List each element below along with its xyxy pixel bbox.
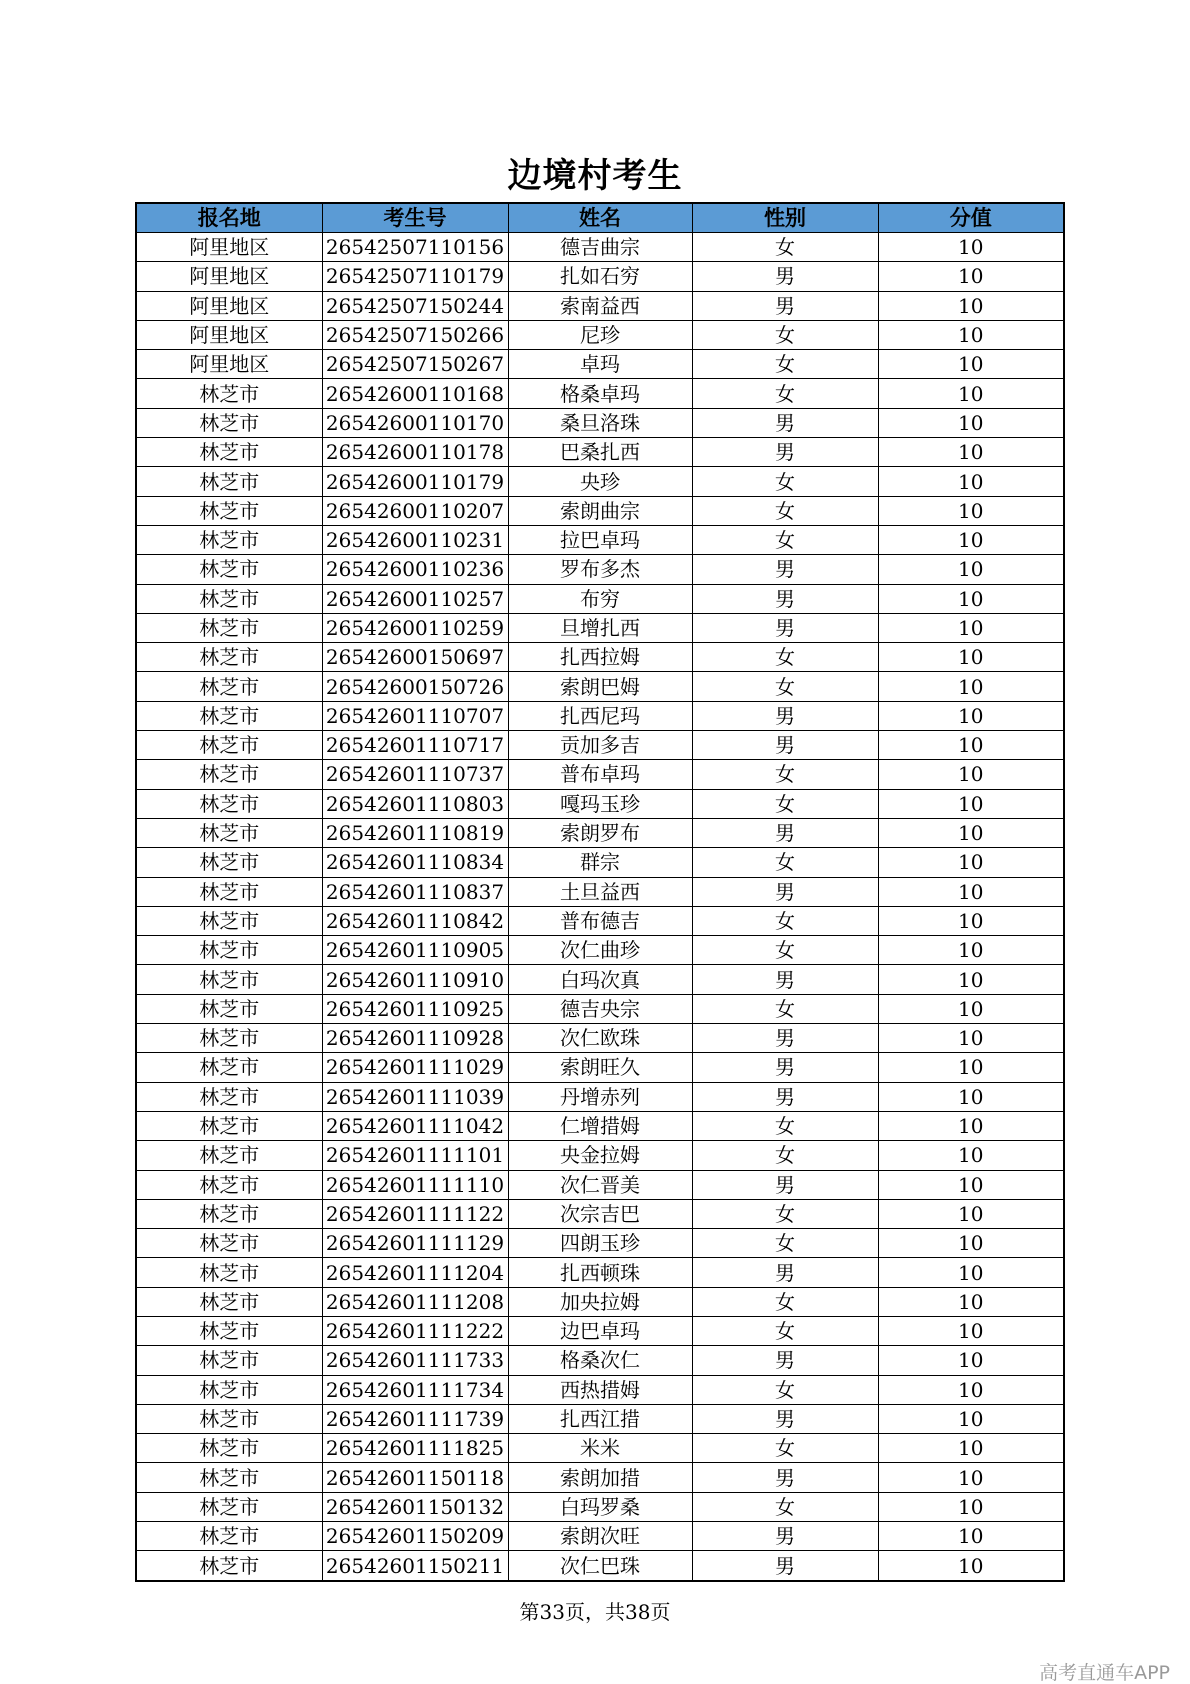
cell-region: 林芝市	[136, 994, 322, 1023]
cell-exam-number: 26542601111222	[322, 1316, 508, 1345]
cell-score: 10	[878, 1199, 1064, 1228]
cell-region: 林芝市	[136, 1316, 322, 1345]
cell-name: 次仁曲珍	[508, 936, 692, 965]
cell-name: 白玛罗桑	[508, 1492, 692, 1521]
cell-gender: 女	[692, 1375, 878, 1404]
cell-region: 林芝市	[136, 1141, 322, 1170]
cell-score: 10	[878, 467, 1064, 496]
table-row	[136, 994, 1064, 1023]
cell-region: 林芝市	[136, 1170, 322, 1199]
cell-score: 10	[878, 262, 1064, 291]
cell-name: 次仁欧珠	[508, 1024, 692, 1053]
table-row	[136, 1170, 1064, 1199]
cell-score: 10	[878, 613, 1064, 642]
cell-exam-number: 26542601150209	[322, 1522, 508, 1551]
table-row	[136, 408, 1064, 437]
cell-score: 10	[878, 877, 1064, 906]
cell-region: 林芝市	[136, 760, 322, 789]
cell-name: 丹增赤列	[508, 1082, 692, 1111]
cell-name: 索南益西	[508, 291, 692, 320]
cell-name: 央金拉姆	[508, 1141, 692, 1170]
cell-exam-number: 26542507110156	[322, 233, 508, 262]
cell-name: 德吉央宗	[508, 994, 692, 1023]
cell-gender: 男	[692, 262, 878, 291]
cell-gender: 女	[692, 1199, 878, 1228]
cell-region: 林芝市	[136, 906, 322, 935]
table-row	[136, 438, 1064, 467]
cell-name: 土旦益西	[508, 877, 692, 906]
cell-name: 米米	[508, 1434, 692, 1463]
cell-gender: 女	[692, 350, 878, 379]
column-header-exam-number: 考生号	[322, 203, 508, 233]
cell-gender: 男	[692, 613, 878, 642]
cell-score: 10	[878, 1024, 1064, 1053]
cell-gender: 女	[692, 1287, 878, 1316]
cell-region: 林芝市	[136, 555, 322, 584]
table-row	[136, 262, 1064, 291]
table-row	[136, 1199, 1064, 1228]
cell-region: 林芝市	[136, 1082, 322, 1111]
cell-exam-number: 26542601111042	[322, 1111, 508, 1140]
table-row	[136, 1082, 1064, 1111]
cell-region: 林芝市	[136, 1346, 322, 1375]
cell-exam-number: 26542507150267	[322, 350, 508, 379]
cell-exam-number: 26542507150266	[322, 320, 508, 349]
cell-exam-number: 26542600110179	[322, 467, 508, 496]
cell-name: 索朗加措	[508, 1463, 692, 1492]
cell-gender: 男	[692, 291, 878, 320]
cell-gender: 女	[692, 320, 878, 349]
cell-region: 林芝市	[136, 1375, 322, 1404]
table-row	[136, 1053, 1064, 1082]
cell-name: 罗布多杰	[508, 555, 692, 584]
cell-score: 10	[878, 643, 1064, 672]
cell-region: 林芝市	[136, 1522, 322, 1551]
cell-exam-number: 26542600110170	[322, 408, 508, 437]
cell-score: 10	[878, 936, 1064, 965]
cell-region: 林芝市	[136, 1404, 322, 1433]
cell-name: 索朗罗布	[508, 818, 692, 847]
cell-name: 布穷	[508, 584, 692, 613]
cell-exam-number: 26542601110910	[322, 965, 508, 994]
cell-exam-number: 26542600110257	[322, 584, 508, 613]
table-row	[136, 1522, 1064, 1551]
table-row	[136, 1316, 1064, 1345]
cell-region: 林芝市	[136, 613, 322, 642]
cell-exam-number: 26542601110834	[322, 848, 508, 877]
cell-exam-number: 26542601111734	[322, 1375, 508, 1404]
cell-name: 次仁巴珠	[508, 1551, 692, 1581]
cell-gender: 女	[692, 467, 878, 496]
cell-score: 10	[878, 291, 1064, 320]
cell-exam-number: 26542601111208	[322, 1287, 508, 1316]
cell-name: 加央拉姆	[508, 1287, 692, 1316]
cell-gender: 女	[692, 1492, 878, 1521]
cell-name: 扎西江措	[508, 1404, 692, 1433]
cell-score: 10	[878, 1346, 1064, 1375]
cell-gender: 男	[692, 1522, 878, 1551]
cell-gender: 男	[692, 965, 878, 994]
cell-exam-number: 26542600150726	[322, 672, 508, 701]
cell-region: 林芝市	[136, 379, 322, 408]
cell-region: 林芝市	[136, 1551, 322, 1581]
cell-score: 10	[878, 1522, 1064, 1551]
cell-score: 10	[878, 1111, 1064, 1140]
table-row	[136, 906, 1064, 935]
cell-score: 10	[878, 1170, 1064, 1199]
cell-name: 德吉曲宗	[508, 233, 692, 262]
cell-exam-number: 26542601110737	[322, 760, 508, 789]
cell-gender: 男	[692, 1170, 878, 1199]
cell-region: 林芝市	[136, 1463, 322, 1492]
column-header-region: 报名地	[136, 203, 322, 233]
cell-region: 林芝市	[136, 496, 322, 525]
cell-exam-number: 26542600110259	[322, 613, 508, 642]
cell-exam-number: 26542601110842	[322, 906, 508, 935]
cell-gender: 女	[692, 1434, 878, 1463]
cell-exam-number: 26542507150244	[322, 291, 508, 320]
cell-gender: 女	[692, 1316, 878, 1345]
cell-gender: 女	[692, 760, 878, 789]
cell-region: 林芝市	[136, 1229, 322, 1258]
column-header-score: 分值	[878, 203, 1064, 233]
cell-gender: 男	[692, 1463, 878, 1492]
cell-score: 10	[878, 1316, 1064, 1345]
cell-region: 林芝市	[136, 731, 322, 760]
cell-name: 格桑次仁	[508, 1346, 692, 1375]
cell-score: 10	[878, 1053, 1064, 1082]
cell-gender: 男	[692, 408, 878, 437]
cell-name: 央珍	[508, 467, 692, 496]
cell-region: 阿里地区	[136, 262, 322, 291]
cell-exam-number: 26542601110819	[322, 818, 508, 847]
cell-exam-number: 26542601111733	[322, 1346, 508, 1375]
table-row	[136, 672, 1064, 701]
cell-region: 林芝市	[136, 584, 322, 613]
cell-score: 10	[878, 1141, 1064, 1170]
cell-region: 林芝市	[136, 1492, 322, 1521]
cell-gender: 男	[692, 584, 878, 613]
cell-region: 林芝市	[136, 877, 322, 906]
cell-gender: 女	[692, 379, 878, 408]
cell-exam-number: 26542601150118	[322, 1463, 508, 1492]
cell-name: 索朗次旺	[508, 1522, 692, 1551]
cell-region: 林芝市	[136, 438, 322, 467]
table-row	[136, 467, 1064, 496]
cell-gender: 女	[692, 643, 878, 672]
cell-score: 10	[878, 379, 1064, 408]
cell-exam-number: 26542601111739	[322, 1404, 508, 1433]
cell-exam-number: 26542601110837	[322, 877, 508, 906]
cell-score: 10	[878, 1229, 1064, 1258]
cell-region: 林芝市	[136, 672, 322, 701]
cell-score: 10	[878, 350, 1064, 379]
cell-gender: 男	[692, 731, 878, 760]
cell-region: 林芝市	[136, 1053, 322, 1082]
table-row	[136, 643, 1064, 672]
cell-gender: 女	[692, 906, 878, 935]
cell-score: 10	[878, 789, 1064, 818]
watermark: 高考直通车APP	[1039, 1662, 1170, 1684]
cell-score: 10	[878, 438, 1064, 467]
cell-gender: 男	[692, 877, 878, 906]
cell-name: 贡加多吉	[508, 731, 692, 760]
cell-name: 群宗	[508, 848, 692, 877]
candidate-table	[135, 202, 1065, 1582]
cell-gender: 男	[692, 1258, 878, 1287]
cell-region: 林芝市	[136, 1258, 322, 1287]
cell-gender: 男	[692, 1404, 878, 1433]
table-row	[136, 1434, 1064, 1463]
cell-score: 10	[878, 818, 1064, 847]
table-row	[136, 1375, 1064, 1404]
cell-exam-number: 26542601110707	[322, 701, 508, 730]
cell-region: 阿里地区	[136, 233, 322, 262]
table-row	[136, 789, 1064, 818]
table-row	[136, 877, 1064, 906]
cell-exam-number: 26542600110207	[322, 496, 508, 525]
cell-gender: 男	[692, 1551, 878, 1581]
cell-score: 10	[878, 233, 1064, 262]
cell-score: 10	[878, 701, 1064, 730]
page-title: 边境村考生	[507, 156, 683, 196]
table-row	[136, 291, 1064, 320]
cell-name: 四朗玉珍	[508, 1229, 692, 1258]
cell-region: 林芝市	[136, 936, 322, 965]
cell-score: 10	[878, 1463, 1064, 1492]
cell-gender: 女	[692, 525, 878, 554]
table-row	[136, 320, 1064, 349]
cell-gender: 女	[692, 994, 878, 1023]
column-header-name: 姓名	[508, 203, 692, 233]
cell-gender: 女	[692, 789, 878, 818]
cell-score: 10	[878, 906, 1064, 935]
cell-region: 林芝市	[136, 818, 322, 847]
table-row	[136, 701, 1064, 730]
table-row	[136, 965, 1064, 994]
cell-gender: 女	[692, 1111, 878, 1140]
cell-region: 阿里地区	[136, 320, 322, 349]
cell-region: 林芝市	[136, 525, 322, 554]
table-row	[136, 1111, 1064, 1140]
cell-name: 普布德吉	[508, 906, 692, 935]
cell-region: 林芝市	[136, 408, 322, 437]
cell-score: 10	[878, 672, 1064, 701]
table-row	[136, 1463, 1064, 1492]
table-row	[136, 1551, 1064, 1581]
table-row	[136, 584, 1064, 613]
cell-gender: 男	[692, 555, 878, 584]
cell-exam-number: 26542600110178	[322, 438, 508, 467]
cell-name: 索朗旺久	[508, 1053, 692, 1082]
table-row	[136, 1287, 1064, 1316]
cell-region: 林芝市	[136, 789, 322, 818]
cell-name: 格桑卓玛	[508, 379, 692, 408]
cell-score: 10	[878, 1492, 1064, 1521]
cell-name: 边巴卓玛	[508, 1316, 692, 1345]
cell-exam-number: 26542507110179	[322, 262, 508, 291]
cell-exam-number: 26542601111122	[322, 1199, 508, 1228]
cell-exam-number: 26542601110925	[322, 994, 508, 1023]
cell-score: 10	[878, 496, 1064, 525]
table-row	[136, 760, 1064, 789]
cell-score: 10	[878, 1375, 1064, 1404]
cell-gender: 女	[692, 1229, 878, 1258]
cell-region: 林芝市	[136, 643, 322, 672]
cell-exam-number: 26542601111204	[322, 1258, 508, 1287]
cell-score: 10	[878, 408, 1064, 437]
table-row	[136, 555, 1064, 584]
cell-score: 10	[878, 994, 1064, 1023]
cell-name: 扎西顿珠	[508, 1258, 692, 1287]
cell-exam-number: 26542601111029	[322, 1053, 508, 1082]
cell-gender: 女	[692, 496, 878, 525]
cell-name: 白玛次真	[508, 965, 692, 994]
cell-gender: 女	[692, 672, 878, 701]
cell-name: 普布卓玛	[508, 760, 692, 789]
table-row	[136, 233, 1064, 262]
cell-score: 10	[878, 320, 1064, 349]
cell-exam-number: 26542600110168	[322, 379, 508, 408]
cell-region: 林芝市	[136, 701, 322, 730]
cell-region: 林芝市	[136, 965, 322, 994]
cell-gender: 女	[692, 1141, 878, 1170]
cell-region: 阿里地区	[136, 291, 322, 320]
cell-gender: 男	[692, 1053, 878, 1082]
cell-exam-number: 26542601110905	[322, 936, 508, 965]
cell-gender: 男	[692, 701, 878, 730]
cell-exam-number: 26542601111129	[322, 1229, 508, 1258]
cell-exam-number: 26542601110717	[322, 731, 508, 760]
cell-name: 扎如石穷	[508, 262, 692, 291]
cell-name: 索朗巴姆	[508, 672, 692, 701]
cell-score: 10	[878, 760, 1064, 789]
cell-gender: 男	[692, 1082, 878, 1111]
cell-exam-number: 26542601111039	[322, 1082, 508, 1111]
cell-score: 10	[878, 1404, 1064, 1433]
cell-gender: 男	[692, 438, 878, 467]
cell-exam-number: 26542601150132	[322, 1492, 508, 1521]
cell-score: 10	[878, 1434, 1064, 1463]
cell-score: 10	[878, 1551, 1064, 1581]
cell-exam-number: 26542601110803	[322, 789, 508, 818]
table-row	[136, 818, 1064, 847]
cell-name: 次仁晋美	[508, 1170, 692, 1199]
cell-region: 阿里地区	[136, 350, 322, 379]
cell-gender: 男	[692, 1024, 878, 1053]
cell-score: 10	[878, 584, 1064, 613]
table-row	[136, 525, 1064, 554]
table-row	[136, 496, 1064, 525]
cell-name: 卓玛	[508, 350, 692, 379]
cell-region: 林芝市	[136, 467, 322, 496]
cell-name: 扎西尼玛	[508, 701, 692, 730]
cell-gender: 女	[692, 936, 878, 965]
cell-exam-number: 26542600110231	[322, 525, 508, 554]
cell-exam-number: 26542601150211	[322, 1551, 508, 1581]
cell-score: 10	[878, 1082, 1064, 1111]
cell-region: 林芝市	[136, 1024, 322, 1053]
cell-name: 拉巴卓玛	[508, 525, 692, 554]
cell-exam-number: 26542600110236	[322, 555, 508, 584]
page-number: 第33页，共38页	[519, 1600, 671, 1624]
table-row	[136, 350, 1064, 379]
table-row	[136, 936, 1064, 965]
cell-gender: 男	[692, 818, 878, 847]
table-header-row	[136, 203, 1064, 233]
cell-exam-number: 26542601111825	[322, 1434, 508, 1463]
cell-region: 林芝市	[136, 1111, 322, 1140]
cell-name: 西热措姆	[508, 1375, 692, 1404]
cell-score: 10	[878, 965, 1064, 994]
cell-region: 林芝市	[136, 1434, 322, 1463]
cell-gender: 女	[692, 233, 878, 262]
table-body	[136, 233, 1064, 1581]
cell-score: 10	[878, 731, 1064, 760]
cell-exam-number: 26542601110928	[322, 1024, 508, 1053]
cell-name: 旦增扎西	[508, 613, 692, 642]
cell-name: 巴桑扎西	[508, 438, 692, 467]
cell-score: 10	[878, 848, 1064, 877]
cell-name: 尼珍	[508, 320, 692, 349]
cell-name: 嘎玛玉珍	[508, 789, 692, 818]
cell-score: 10	[878, 1258, 1064, 1287]
cell-exam-number: 26542601111110	[322, 1170, 508, 1199]
cell-score: 10	[878, 1287, 1064, 1316]
cell-name: 桑旦洛珠	[508, 408, 692, 437]
table-row	[136, 379, 1064, 408]
cell-score: 10	[878, 525, 1064, 554]
table-row	[136, 1404, 1064, 1433]
cell-exam-number: 26542601111101	[322, 1141, 508, 1170]
cell-exam-number: 26542600150697	[322, 643, 508, 672]
cell-name: 次宗吉巴	[508, 1199, 692, 1228]
cell-region: 林芝市	[136, 848, 322, 877]
cell-name: 仁增措姆	[508, 1111, 692, 1140]
table-row	[136, 731, 1064, 760]
table-row	[136, 1141, 1064, 1170]
table-row	[136, 1229, 1064, 1258]
cell-gender: 男	[692, 1346, 878, 1375]
table-row	[136, 613, 1064, 642]
table-row	[136, 848, 1064, 877]
cell-score: 10	[878, 555, 1064, 584]
cell-region: 林芝市	[136, 1287, 322, 1316]
cell-gender: 女	[692, 848, 878, 877]
column-header-gender: 性别	[692, 203, 878, 233]
table-row	[136, 1258, 1064, 1287]
cell-region: 林芝市	[136, 1199, 322, 1228]
table-row	[136, 1024, 1064, 1053]
cell-name: 扎西拉姆	[508, 643, 692, 672]
table-row	[136, 1492, 1064, 1521]
cell-name: 索朗曲宗	[508, 496, 692, 525]
table-row	[136, 1346, 1064, 1375]
